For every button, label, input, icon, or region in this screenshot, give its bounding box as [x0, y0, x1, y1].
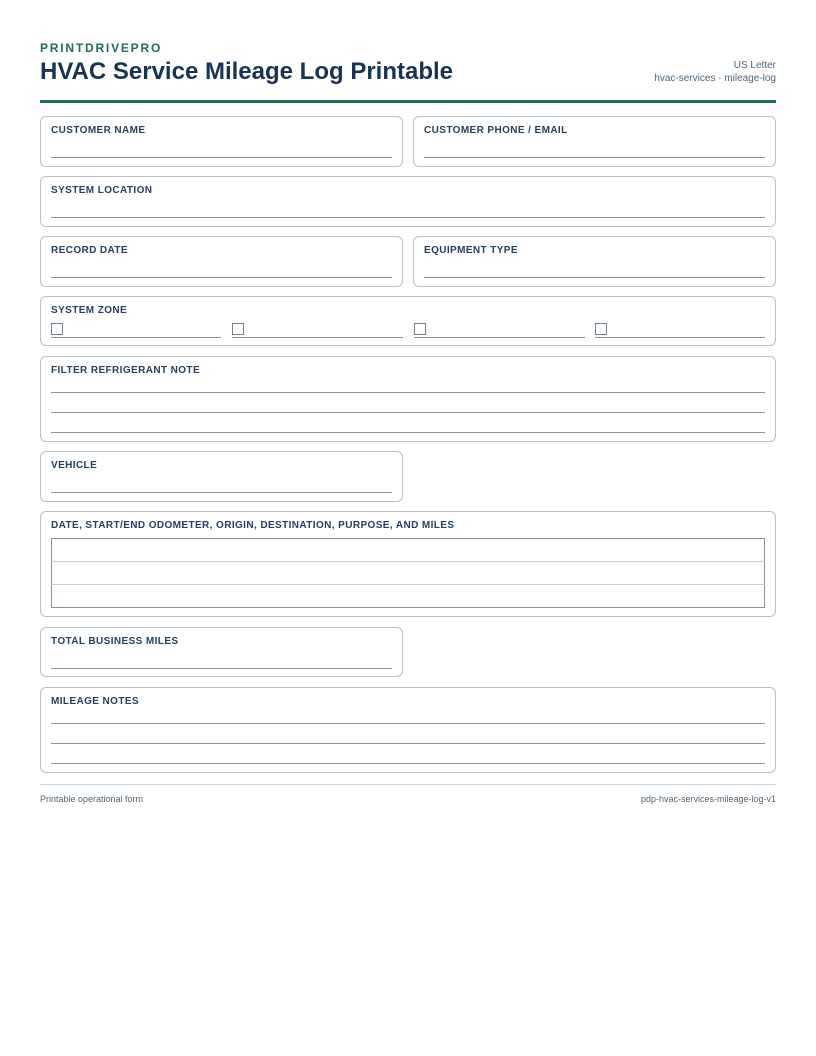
total-business-miles-label: TOTAL BUSINESS MILES: [51, 636, 179, 647]
vehicle-field: [40, 451, 403, 502]
system-location-label: SYSTEM LOCATION: [51, 185, 153, 196]
system-zone-option-4[interactable]: [595, 323, 765, 337]
form-id: pdp-hvac-services-mileage-log-v1: [640, 794, 776, 804]
table-cell[interactable]: [52, 585, 765, 608]
vehicle-label: VEHICLE: [51, 460, 98, 471]
note-line-3[interactable]: [51, 432, 765, 433]
trip-log-table: [51, 538, 765, 608]
form-meta: [654, 59, 776, 85]
table-row: [52, 585, 765, 608]
customer-name-label: CUSTOMER NAME: [51, 125, 146, 136]
equipment-type-input-line[interactable]: [424, 277, 765, 278]
system-location-field: [40, 176, 776, 227]
table-row: [52, 539, 765, 562]
customer-contact-input-line[interactable]: [424, 157, 765, 158]
note-line-2[interactable]: [51, 412, 765, 413]
category-path: hvac-services · mileage-log: [654, 73, 776, 84]
page-title: HVAC Service Mileage Log Printable: [40, 58, 454, 85]
equipment-type-field: [413, 236, 776, 287]
total-business-miles-input-line[interactable]: [51, 668, 392, 669]
record-date-label: RECORD DATE: [51, 245, 128, 256]
system-zone-field: [40, 296, 776, 346]
checkbox[interactable]: [51, 323, 63, 335]
form-header: [40, 40, 776, 103]
table-cell[interactable]: [52, 539, 765, 562]
checkbox[interactable]: [414, 323, 426, 335]
system-zone-option-1[interactable]: [51, 323, 221, 337]
form-page: [40, 40, 776, 804]
customer-contact-label: CUSTOMER PHONE / EMAIL: [424, 125, 568, 136]
brand-logo-text: PRINTDRIVEPRO: [40, 41, 163, 55]
mileage-note-line-2[interactable]: [51, 743, 765, 744]
footer-description: Printable operational form: [40, 794, 144, 804]
record-date-field: [40, 236, 403, 287]
trip-log-label: DATE, START/END ODOMETER, ORIGIN, DESTINATION, PURPOSE, AND MILES: [51, 520, 455, 531]
system-zone-label: SYSTEM ZONE: [51, 305, 128, 316]
filter-refrigerant-note-field: [40, 356, 776, 442]
filter-refrigerant-note-label: FILTER REFRIGERANT NOTE: [51, 365, 201, 376]
vehicle-input-line[interactable]: [51, 492, 392, 493]
trip-log-section: [40, 511, 776, 617]
record-date-input-line[interactable]: [51, 277, 392, 278]
system-zone-option-3[interactable]: [414, 323, 585, 337]
checkbox[interactable]: [595, 323, 607, 335]
mileage-note-line-1[interactable]: [51, 723, 765, 724]
form-footer: [40, 784, 776, 804]
equipment-type-label: EQUIPMENT TYPE: [424, 245, 518, 256]
checkbox[interactable]: [232, 323, 244, 335]
mileage-notes-label: MILEAGE NOTES: [51, 696, 139, 707]
system-location-input-line[interactable]: [51, 217, 765, 218]
customer-contact-field: [413, 116, 776, 167]
table-cell[interactable]: [52, 562, 765, 585]
table-row: [52, 562, 765, 585]
customer-name-field: [40, 116, 403, 167]
note-line-1[interactable]: [51, 392, 765, 393]
customer-name-input-line[interactable]: [51, 157, 392, 158]
mileage-note-line-3[interactable]: [51, 763, 765, 764]
mileage-notes-field: [40, 687, 776, 773]
system-zone-option-2[interactable]: [232, 323, 403, 337]
paper-size: US Letter: [733, 60, 776, 71]
total-business-miles-field: [40, 627, 403, 677]
